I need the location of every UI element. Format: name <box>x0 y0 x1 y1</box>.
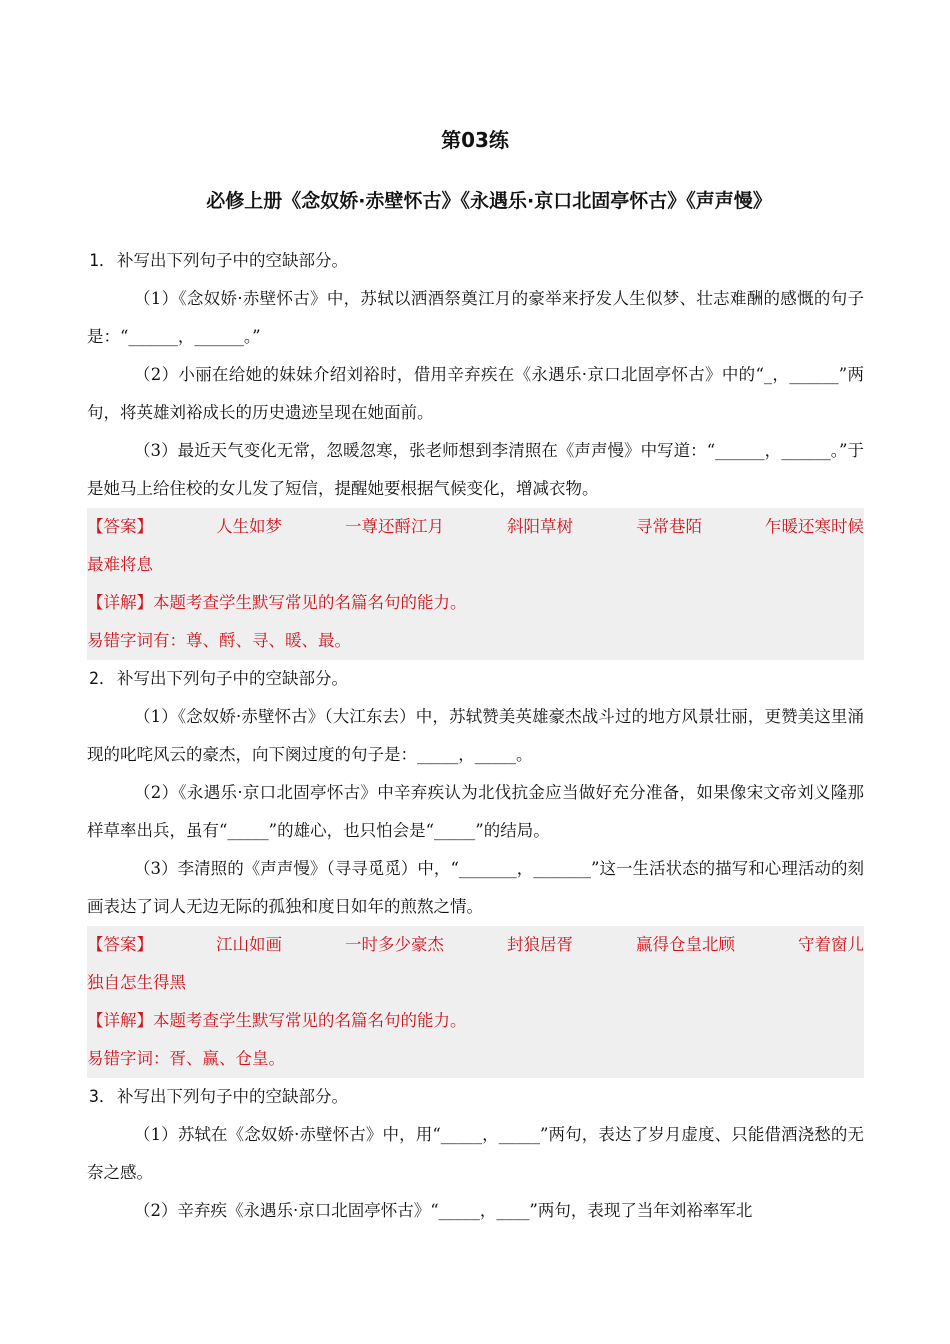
question-1-detail <box>87 584 864 622</box>
question-1-item-3: （3）最近天气变化无常，忽暖忽寒，张老师想到李清照在《声声慢》中写道：“______，______。”于是她马上给住校的女儿发了短信，提醒她要根据气候变化，增减衣物。 <box>87 441 864 498</box>
question-3 <box>87 1078 864 1230</box>
answer-item: 斜阳草树 <box>507 517 573 536</box>
question-2-item-2: （2）《永遇乐·京口北固亭怀古》中辛弃疾认为北伐抗金应当做好充分准备，如果像宋文帝刘义隆那样草率出兵，虽有“_____”的雄心，也只怕会是“_____”的结局。 <box>87 783 864 840</box>
question-2-item-1: （1）《念奴娇·赤壁怀古》（大江东去）中，苏轼赞美英雄豪杰战斗过的地方风景壮丽，更赞美这里涌现的叱咤风云的豪杰，向下阕过度的句子是：_____，_____。 <box>87 707 864 764</box>
question-1-answer-row <box>87 508 864 546</box>
question-2-error-words: 易错字词：胥、赢、仓皇。 <box>87 1049 285 1068</box>
answer-item: 赢得仓皇北顾 <box>636 935 735 954</box>
question-1-prompt: 补写出下列句子中的空缺部分。 <box>117 251 348 270</box>
document-content <box>87 242 864 1230</box>
question-2-prompt: 补写出下列句子中的空缺部分。 <box>117 669 348 688</box>
detail-tag: 【详解】 <box>87 593 153 612</box>
answer-overflow: 独自怎生得黑 <box>87 973 186 992</box>
question-2-item-3: （3）李清照的《声声慢》（寻寻觅觅）中，“_______，_______”这一生活状态的描写和心理活动的刻画表达了词人无边无际的孤独和度日如年的煎熬之情。 <box>87 859 864 916</box>
question-1-answer-block <box>87 508 864 660</box>
question-2-detail <box>87 1002 864 1040</box>
page-subtitle: 必修上册《念奴娇·赤壁怀古》《永遇乐·京口北固亭怀古》《声声慢》 <box>206 190 772 212</box>
detail-text: 本题考查学生默写常见的名篇名句的能力。 <box>153 1011 467 1030</box>
question-2-answer-row <box>87 926 864 964</box>
answer-item: 一时多少豪杰 <box>345 935 444 954</box>
question-3-number: 3． <box>89 1087 116 1106</box>
question-1 <box>87 242 864 660</box>
question-1-item-1: （1）《念奴娇·赤壁怀古》中，苏轼以洒酒祭奠江月的豪举来抒发人生似梦、壮志难酬的感慨的句子是：“______，______。” <box>87 289 864 346</box>
question-3-item-1: （1）苏轼在《念奴娇·赤壁怀古》中，用“_____，_____”两句，表达了岁月虚度、只能借酒浇愁的无奈之感。 <box>87 1125 864 1182</box>
question-3-item-2: （2）辛弃疾《永遇乐·京口北固亭怀古》“_____，____”两句，表现了当年刘裕率军北 <box>134 1201 753 1220</box>
answer-tag: 【答案】 <box>87 517 153 536</box>
question-2-answer-block <box>87 926 864 1078</box>
answer-item: 一尊还酹江月 <box>345 517 444 536</box>
answer-item: 守着窗儿 <box>798 935 864 954</box>
question-1-heading <box>87 242 864 280</box>
detail-text: 本题考查学生默写常见的名篇名句的能力。 <box>153 593 467 612</box>
question-1-number: 1． <box>89 251 116 270</box>
question-2 <box>87 660 864 1078</box>
detail-tag: 【详解】 <box>87 1011 153 1030</box>
question-2-number: 2． <box>89 669 116 688</box>
page-title: 第03练 <box>441 128 509 152</box>
answer-tag: 【答案】 <box>87 935 153 954</box>
question-3-prompt: 补写出下列句子中的空缺部分。 <box>117 1087 348 1106</box>
answer-item: 寻常巷陌 <box>636 517 702 536</box>
answer-item: 人生如梦 <box>216 517 282 536</box>
answer-item: 封狼居胥 <box>507 935 573 954</box>
answer-item: 江山如画 <box>216 935 282 954</box>
question-1-item-2: （2）小丽在给她的妹妹介绍刘裕时，借用辛弃疾在《永遇乐·京口北固亭怀古》中的“_，______”两句，将英雄刘裕成长的历史遗迹呈现在她面前。 <box>87 365 864 422</box>
question-2-heading <box>87 660 864 698</box>
answer-item: 乍暖还寒时候 <box>765 517 864 536</box>
answer-overflow: 最难将息 <box>87 555 153 574</box>
question-3-heading <box>87 1078 864 1116</box>
question-1-error-words: 易错字词有：尊、酹、寻、暖、最。 <box>87 631 351 650</box>
